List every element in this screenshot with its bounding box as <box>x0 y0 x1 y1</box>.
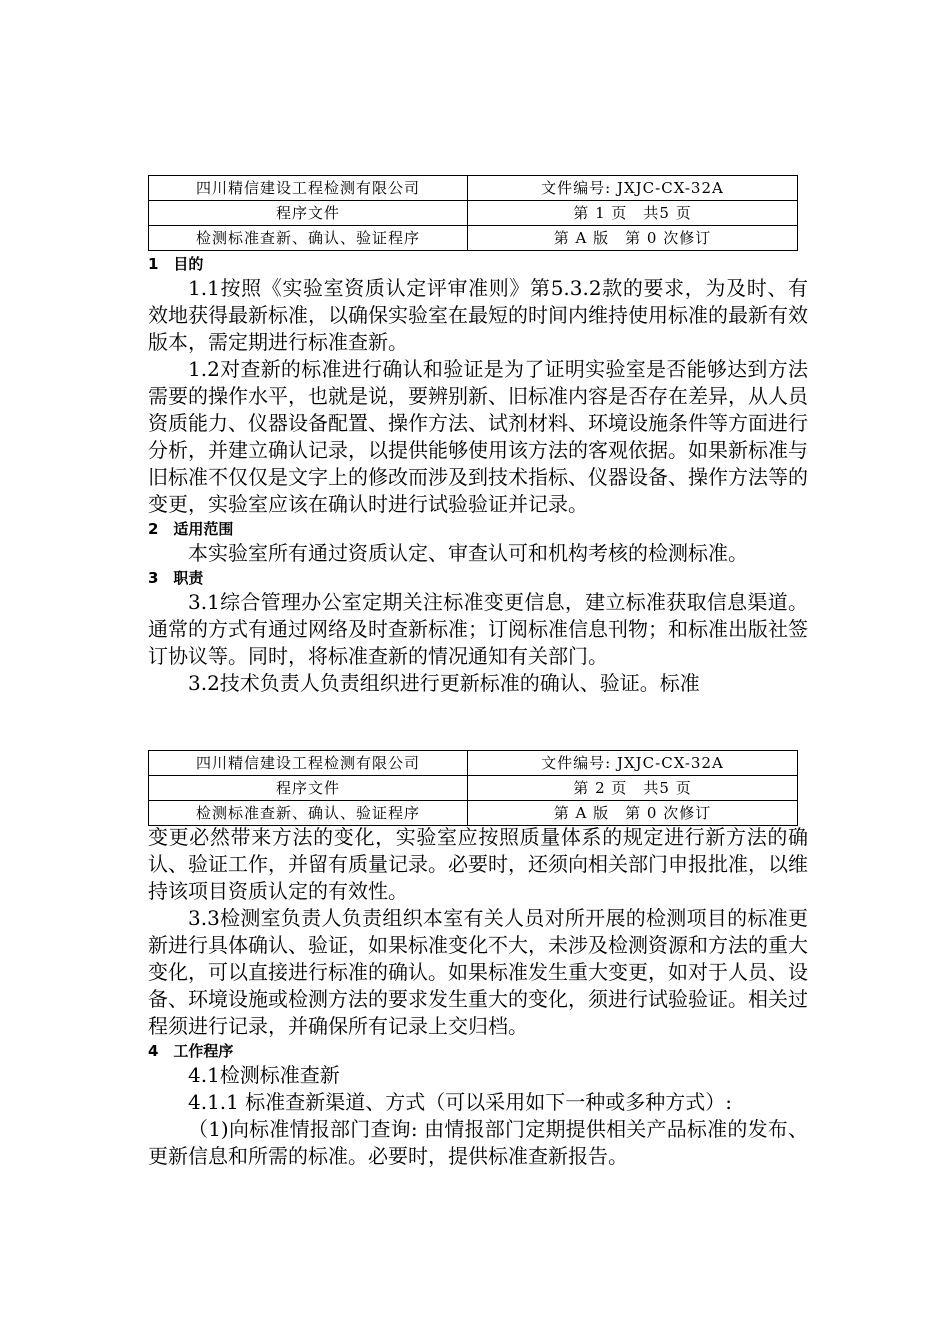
company-name: 四川精信建设工程检测有限公司 <box>149 176 468 201</box>
section-heading-duties: 3 职责 <box>148 569 204 587</box>
document-header-table <box>148 175 798 251</box>
page-number: 第 2 页 共5 页 <box>468 776 798 801</box>
body-section-1 <box>148 253 808 697</box>
paragraph-4-1-1: 4.1.1 标准查新渠道、方式（可以采用如下一种或多种方式）: <box>188 1090 732 1114</box>
document-title: 检测标准查新、确认、验证程序 <box>149 226 468 251</box>
paragraph-3-1: 3.1综合管理办公室定期关注标准变更信息，建立标准获取信息渠道。通常的方式有通过网络及时查新标准；订阅标准信息刊物；和标准出版社签订协议等。同时，将标准查新的情况通知有关部门。 <box>148 590 808 668</box>
version-info: 第 A 版 第 0 次修订 <box>468 226 798 251</box>
section-heading-procedure: 4 工作程序 <box>148 1042 234 1060</box>
document-type: 程序文件 <box>149 201 468 226</box>
document-number: 文件编号: JXJC-CX-32A <box>468 176 798 201</box>
document-type: 程序文件 <box>149 776 468 801</box>
company-name: 四川精信建设工程检测有限公司 <box>149 751 468 776</box>
paragraph-3-3: 3.3检测室负责人负责组织本室有关人员对所开展的检测项目的标准更新进行具体确认、验证，如果标准变化不大，未涉及检测资源和方法的重大变化，可以直接进行标准的确认。如果标准发生重大变更，如对于人员、设备、环境设施或检测方法的要求发生重大的变化，须进行试验验证。相关过程须进行记录，并确保所有记录上交归档。 <box>148 906 808 1038</box>
paragraph-4-1-1-item-1: （1)向标准情报部门查询: 由情报部门定期提供相关产品标准的发布、更新信息和所需的标准。必要时，提供标准查新报告。 <box>148 1117 808 1168</box>
document-header-table-page2 <box>148 750 798 826</box>
paragraph-1-2: 1.2对查新的标准进行确认和验证是为了证明实验室是否能够达到方法需要的操作水平，也就是说，要辨别新、旧标准内容是否存在差异，从人员资质能力、仪器设备配置、操作方法、试剂材料、环境设施条件等方面进行分析，并建立确认记录，以提供能够使用该方法的客观依据。如果新标准与旧标准不仅仅是文字上的修改而涉及到技术指标、仪器设备、操作方法等的变更，实验室应该在确认时进行试验验证并记录。 <box>148 357 808 516</box>
paragraph-3-2-continued: 变更必然带来方法的变化，实验室应按照质量体系的规定进行新方法的确认、验证工作，并留有质量记录。必要时，还须向相关部门申报批准，以维持该项目资质认定的有效性。 <box>148 825 808 903</box>
paragraph-3-2-start: 3.2技术负责人负责组织进行更新标准的确认、验证。标准 <box>188 671 700 695</box>
version-info: 第 A 版 第 0 次修订 <box>468 801 798 826</box>
page-number: 第 1 页 共5 页 <box>468 201 798 226</box>
body-section-2 <box>148 824 808 1170</box>
paragraph-1-1: 1.1按照《实验室资质认定评审准则》第5.3.2款的要求，为及时、有效地获得最新标准，以确保实验室在最短的时间内维持使用标准的最新有效版本，需定期进行标准查新。 <box>148 276 808 354</box>
section-heading-scope: 2 适用范围 <box>148 520 234 538</box>
paragraph-2: 本实验室所有通过资质认定、审查认可和机构考核的检测标准。 <box>188 541 748 565</box>
paragraph-4-1: 4.1检测标准查新 <box>188 1063 340 1087</box>
section-heading-purpose: 1 目的 <box>148 255 204 273</box>
document-title: 检测标准查新、确认、验证程序 <box>149 801 468 826</box>
document-number: 文件编号: JXJC-CX-32A <box>468 751 798 776</box>
